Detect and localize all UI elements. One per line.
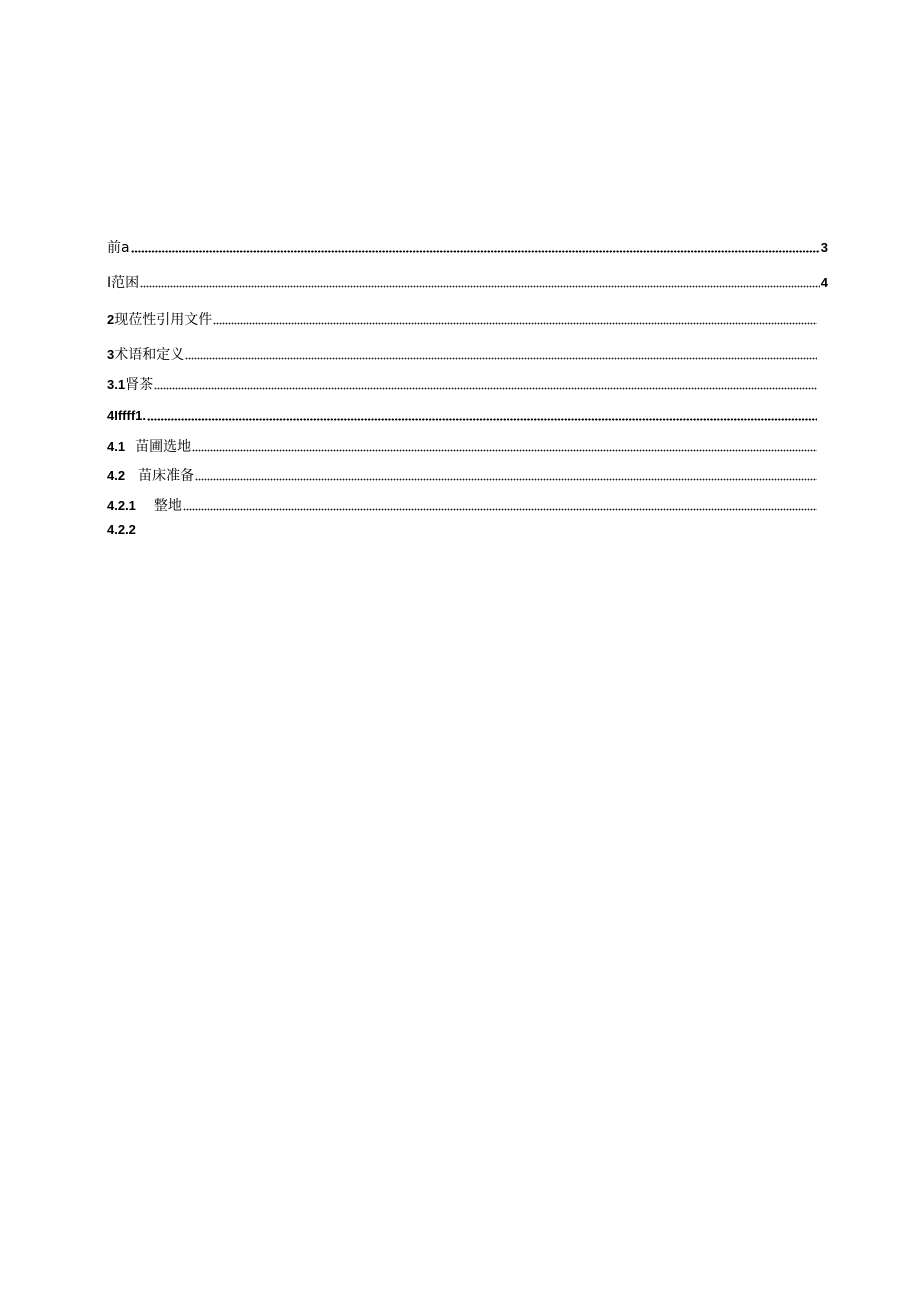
dot-leader xyxy=(140,278,820,288)
dot-leader xyxy=(154,380,817,390)
toc-entry-title: 4Iffff1. xyxy=(107,408,146,423)
toc-entry-foreword[interactable] xyxy=(107,238,828,258)
toc-entry-3-1[interactable] xyxy=(107,375,818,395)
toc-entry-number: 4.2.1 xyxy=(107,498,136,513)
dot-leader xyxy=(192,442,817,452)
toc-entry-title: 苗床准备 xyxy=(138,468,195,484)
toc-entry-4-2-1[interactable] xyxy=(107,496,818,516)
toc-entry-title: 术语和定义 xyxy=(114,347,185,363)
toc-entry-number: 4.2.2 xyxy=(107,522,136,537)
toc-entry-title: 现莅性引用文件 xyxy=(114,312,213,328)
toc-entry-page: 3 xyxy=(820,240,828,255)
dot-leader xyxy=(213,315,817,325)
toc-entry-terms-definitions[interactable] xyxy=(107,345,818,365)
toc-entry-4-2[interactable] xyxy=(107,466,818,486)
dot-leader xyxy=(147,411,817,421)
toc-entry-number: 3.1 xyxy=(107,377,126,392)
toc-entry-normative-references[interactable] xyxy=(107,310,818,330)
toc-entry-number: 4.1 xyxy=(107,439,126,454)
toc-entry-number: 3 xyxy=(107,347,115,362)
toc-entry-scope[interactable] xyxy=(107,273,828,293)
dot-leader xyxy=(131,243,820,253)
toc-entry-title: 肾茶 xyxy=(125,377,154,393)
toc-entry-page: 4 xyxy=(820,275,828,290)
toc-entry-title: 苗圃选地 xyxy=(135,439,192,455)
toc-entry-4-2-2[interactable] xyxy=(107,520,136,540)
toc-entry-title: I范困 xyxy=(107,275,140,291)
dot-leader xyxy=(195,471,817,481)
toc-entry-title: 前a xyxy=(107,240,130,256)
dot-leader xyxy=(183,501,817,511)
dot-leader xyxy=(185,350,817,360)
toc-entry-4[interactable] xyxy=(107,406,818,426)
toc-entry-number: 2 xyxy=(107,312,115,327)
toc-entry-title: 整地 xyxy=(153,498,182,514)
toc-entry-number: 4.2 xyxy=(107,468,126,483)
toc-entry-4-1[interactable] xyxy=(107,437,818,457)
